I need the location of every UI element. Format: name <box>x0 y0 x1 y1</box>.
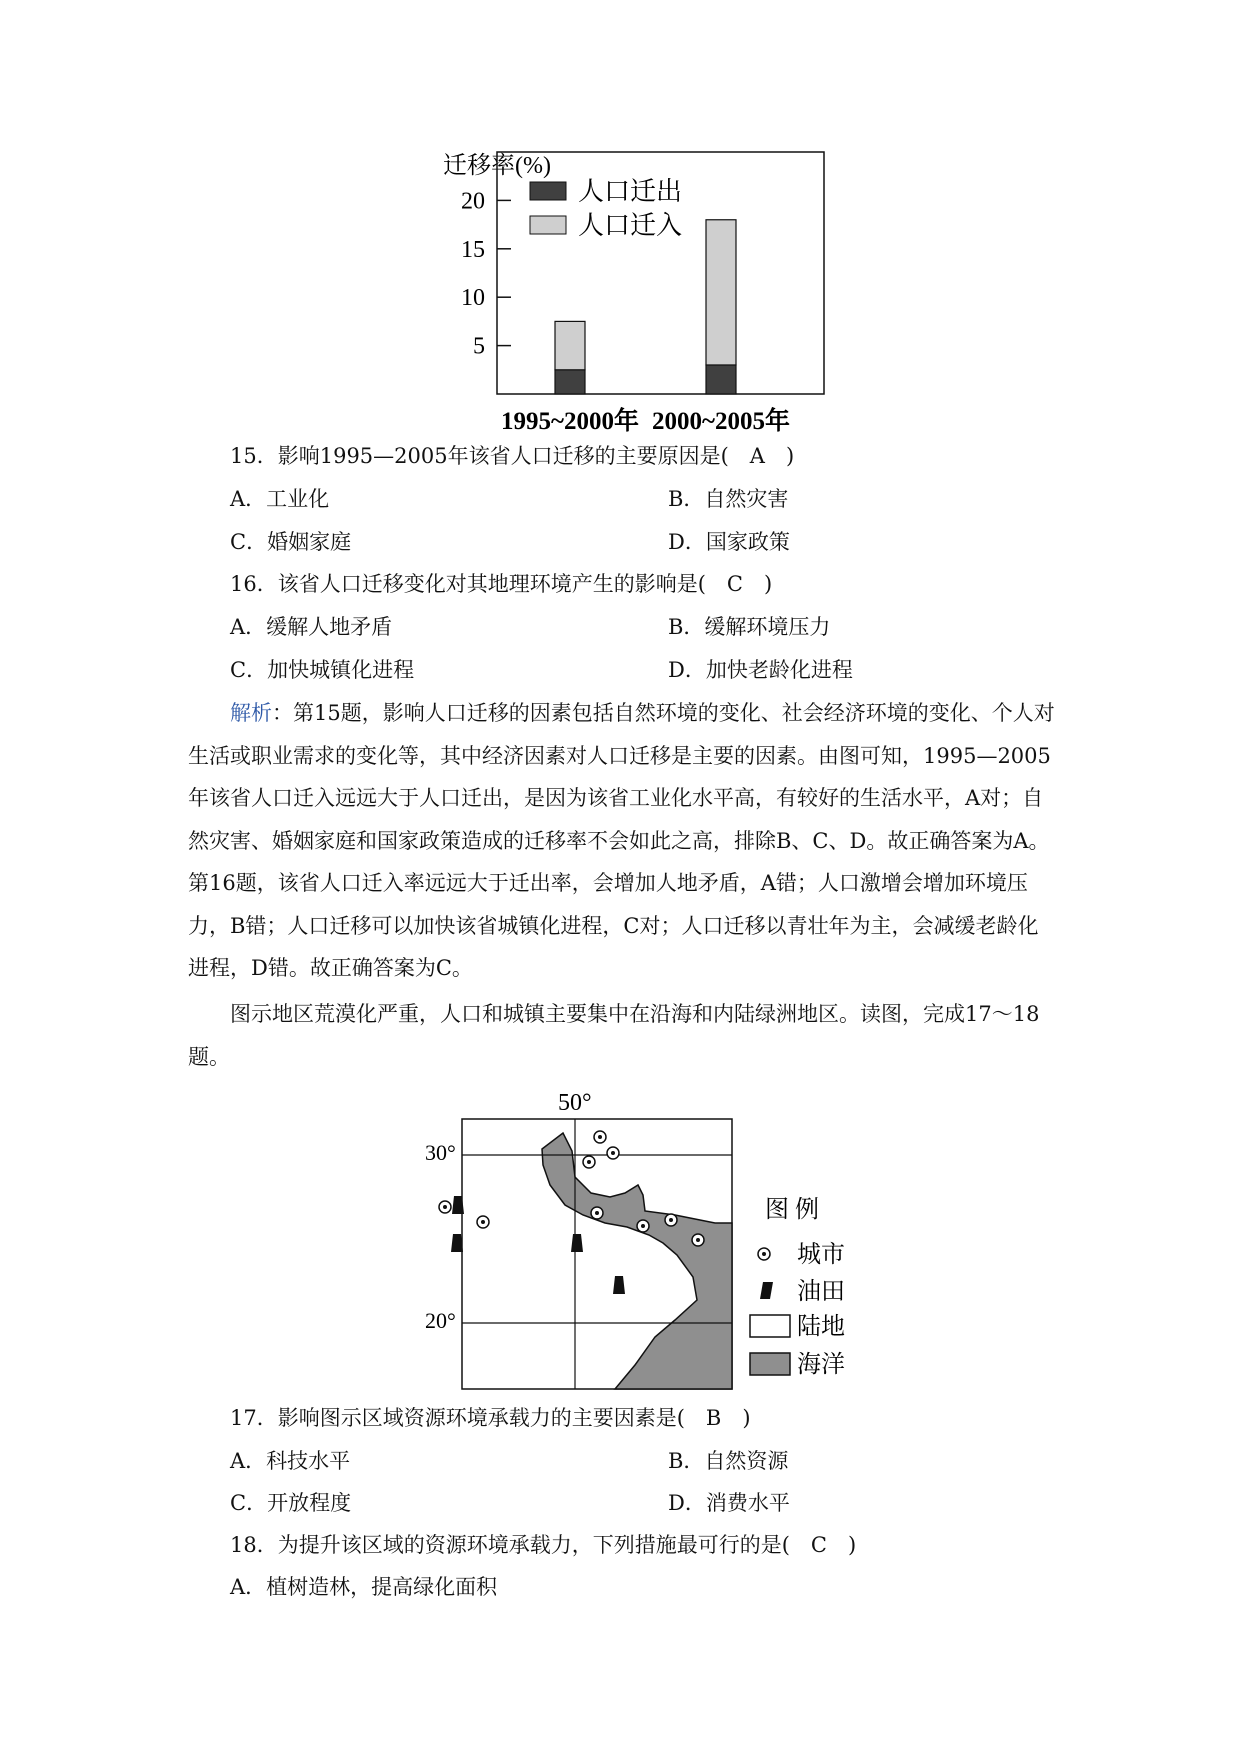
bar-out-1 <box>706 365 736 394</box>
q16-option-b: B．缓解环境压力 <box>668 615 831 639</box>
bar-out-0 <box>555 370 585 394</box>
city-marker-dot <box>598 1135 602 1139</box>
oilfield-marker <box>451 1234 463 1252</box>
legend-land-swatch <box>750 1315 790 1337</box>
q17-option-b: B．自然资源 <box>668 1449 789 1473</box>
q15-option-b: B．自然灾害 <box>668 487 789 511</box>
y-tick-label: 5 <box>473 333 485 360</box>
q17-option-c: C．开放程度 <box>230 1491 352 1515</box>
migration-rate-chart <box>440 148 840 438</box>
map-lon-label: 50° <box>558 1090 592 1116</box>
city-marker-dot <box>669 1218 673 1222</box>
analysis-label: 解析 <box>230 701 272 725</box>
q18-stem: 18．为提升该区域的资源环境承载力，下列措施最可行的是( C ) <box>230 1533 857 1557</box>
q17-stem: 17．影响图示区域资源环境承载力的主要因素是( B ) <box>230 1406 751 1430</box>
q16-option-c: C．加快城镇化进程 <box>230 658 415 682</box>
bar-in-1 <box>706 220 736 365</box>
analysis-paragraph <box>188 692 1056 990</box>
legend-sea-label: 海洋 <box>797 1352 845 1378</box>
city-marker-dot <box>595 1211 599 1215</box>
city-marker-dot <box>587 1160 591 1164</box>
q18-option-a: A．植树造林，提高绿化面积 <box>230 1575 498 1599</box>
q15-option-c: C．婚姻家庭 <box>230 530 352 554</box>
city-marker-dot <box>443 1205 447 1209</box>
q15-option-d: D．国家政策 <box>668 530 790 554</box>
map-lat-bottom: 20° <box>425 1308 456 1333</box>
q17-option-d: D．消费水平 <box>668 1491 790 1515</box>
legend-city-icon-dot <box>762 1252 766 1256</box>
city-marker-dot <box>611 1151 615 1155</box>
legend-oil-icon <box>760 1282 773 1299</box>
x-tick-label: 1995~2000年 <box>500 408 640 435</box>
y-tick-label: 20 <box>461 188 485 215</box>
map-legend-title: 图 例 <box>765 1197 819 1223</box>
y-tick-label: 15 <box>461 236 485 263</box>
legend-city-label: 城市 <box>797 1242 845 1268</box>
q16-stem: 16．该省人口迁移变化对其地理环境产生的影响是( C ) <box>230 572 773 596</box>
legend-sea-swatch <box>750 1353 790 1375</box>
map-svg <box>425 1085 875 1395</box>
legend-swatch-out <box>530 182 566 200</box>
legend-label-in: 人口迁入 <box>578 211 683 240</box>
q17-option-a: A．科技水平 <box>230 1449 351 1473</box>
map-intro: 图示地区荒漠化严重，人口和城镇主要集中在沿海和内陆绿洲地区。读图，完成17～18题。 <box>188 1002 1040 1069</box>
map-lat-top: 30° <box>425 1140 456 1165</box>
chart-legend <box>530 177 682 240</box>
y-tick-label: 10 <box>461 285 485 312</box>
legend-land-label: 陆地 <box>797 1314 845 1340</box>
legend-oil-label: 油田 <box>797 1279 845 1305</box>
x-tick-label: 2000~2005年 <box>651 408 791 435</box>
analysis-text: ：第15题，影响人口迁移的因素包括自然环境的变化、社会经济环境的变化、个人对生活或职业需求的变化等，其中经济因素对人口迁移是主要的因素。由图可知，1995—2005年该省人口迁入远远大于人口迁出，是因为该省工业化水平高，有较好的生活水平，A对；自然灾害、婚姻家庭和国家政策造成的迁移率不会如此之高，排除B、C、D。故正确答案为A。第16题，该省人口迁入率远远大于迁出率，会增加人地矛盾，A错；人口激增会增加环境压力，B错；人口迁移可以加快该省城镇化进程，C对；人口迁移以青壮年为主，会减缓老龄化进程，D错。故正确答案为C。 <box>188 701 1055 980</box>
city-marker-dot <box>641 1224 645 1228</box>
q15-option-a: A．工业化 <box>230 487 330 511</box>
q16-option-a: A．缓解人地矛盾 <box>230 615 393 639</box>
oilfield-marker <box>452 1196 464 1214</box>
q15-stem: 15．影响1995—2005年该省人口迁移的主要原因是( A ) <box>230 444 795 468</box>
bar-in-0 <box>555 321 585 369</box>
legend-swatch-in <box>530 216 566 234</box>
city-marker-dot <box>696 1238 700 1242</box>
oilfield-marker <box>571 1234 583 1252</box>
oilfield-marker <box>613 1276 625 1294</box>
legend-label-out: 人口迁出 <box>578 177 683 206</box>
city-marker-dot <box>481 1220 485 1224</box>
region-map <box>425 1085 875 1395</box>
chart-ylabel: 迁移率(%) <box>443 153 551 179</box>
chart-svg <box>440 148 840 438</box>
q16-option-d: D．加快老龄化进程 <box>668 658 853 682</box>
